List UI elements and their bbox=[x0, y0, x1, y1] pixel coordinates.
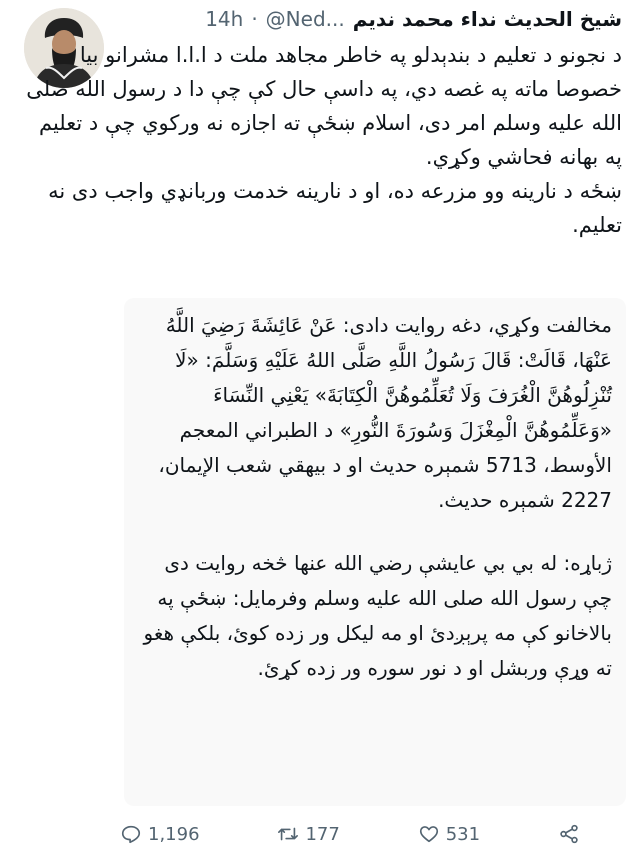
reply-count: 1,196 bbox=[148, 823, 200, 845]
retweet-icon bbox=[277, 823, 299, 845]
tweet-text bbox=[20, 38, 622, 242]
author-name[interactable]: شيخ الحديث نداء محمد نديم bbox=[352, 7, 622, 31]
quote-paragraph-1: مخالفت وکړي، دغه روایت دادی: عَنْ عَائِشَةَ رَضِيَ اللَّهُ عَنْهَا، قَالَتْ: قَالَ رَسُولُ اللَّهِ صَلَّى اللهُ عَلَيْهِ وَسَلَّمَ: «لَا تُنْزِلُوهُنَّ الْغُرَفَ وَلَا تُعَلِّمُوهُنَّ الْكِتَابَةَ» يَعْنِي النِّسَاءَ «وَعَلِّمُوهُنَّ الْمِغْزَلَ وَسُورَةَ النُّورِ» د الطبراني المعجم الأوسط، 5713 شمېره حدیث او د بیهقي شعب الإيمان، 2227 شمېره حدیث. bbox=[158, 313, 612, 512]
quoted-text-image[interactable] bbox=[124, 298, 626, 806]
tweet-time[interactable]: 14h bbox=[205, 7, 244, 31]
retweet-button[interactable] bbox=[277, 823, 339, 845]
share-icon bbox=[558, 823, 580, 845]
action-bar bbox=[120, 820, 580, 848]
reply-button[interactable] bbox=[120, 823, 200, 845]
reply-icon bbox=[120, 823, 142, 845]
retweet-count: 177 bbox=[305, 823, 340, 845]
paragraph-gap bbox=[138, 518, 612, 546]
tweet-paragraph: ښځه د نارینه وو مزرعه ده، او د نارینه خدمت وربانډي واجب دی نه تعلیم. bbox=[48, 179, 622, 237]
separator-dot: · bbox=[251, 7, 258, 31]
tweet-header bbox=[120, 6, 622, 32]
author-handle[interactable]: @Ned... bbox=[265, 7, 345, 31]
like-button[interactable] bbox=[418, 823, 480, 845]
share-button[interactable] bbox=[558, 823, 580, 845]
like-count: 531 bbox=[445, 823, 481, 845]
tweet-paragraph: د نجونو د تعلیم د بندېدلو په خاطر مجاهد ملت د ا.ا.ا مشرانو بیا خصوصا ماته په غصه دي، په داسې حال کې چې دا د رسول الله صلی الله علیه وسلم امر دی، اسلام ښځې ته اجازه نه ورکوي چې د تعلیم په بهانه فحاشي وکړي. bbox=[26, 43, 622, 169]
heart-icon bbox=[418, 823, 440, 845]
quote-paragraph-2: ژباړه: له بي بي عایشې رضي الله عنها څخه روایت دی چې رسول الله صلی الله علیه وسلم وفرمایل: ښځې په بالاخانو کې مه پرېږدئ او مه لیکل ور زده کوئ، بلکې هغو ته وړې وربشل او د نور سوره ور زده کړئ. bbox=[143, 551, 612, 680]
